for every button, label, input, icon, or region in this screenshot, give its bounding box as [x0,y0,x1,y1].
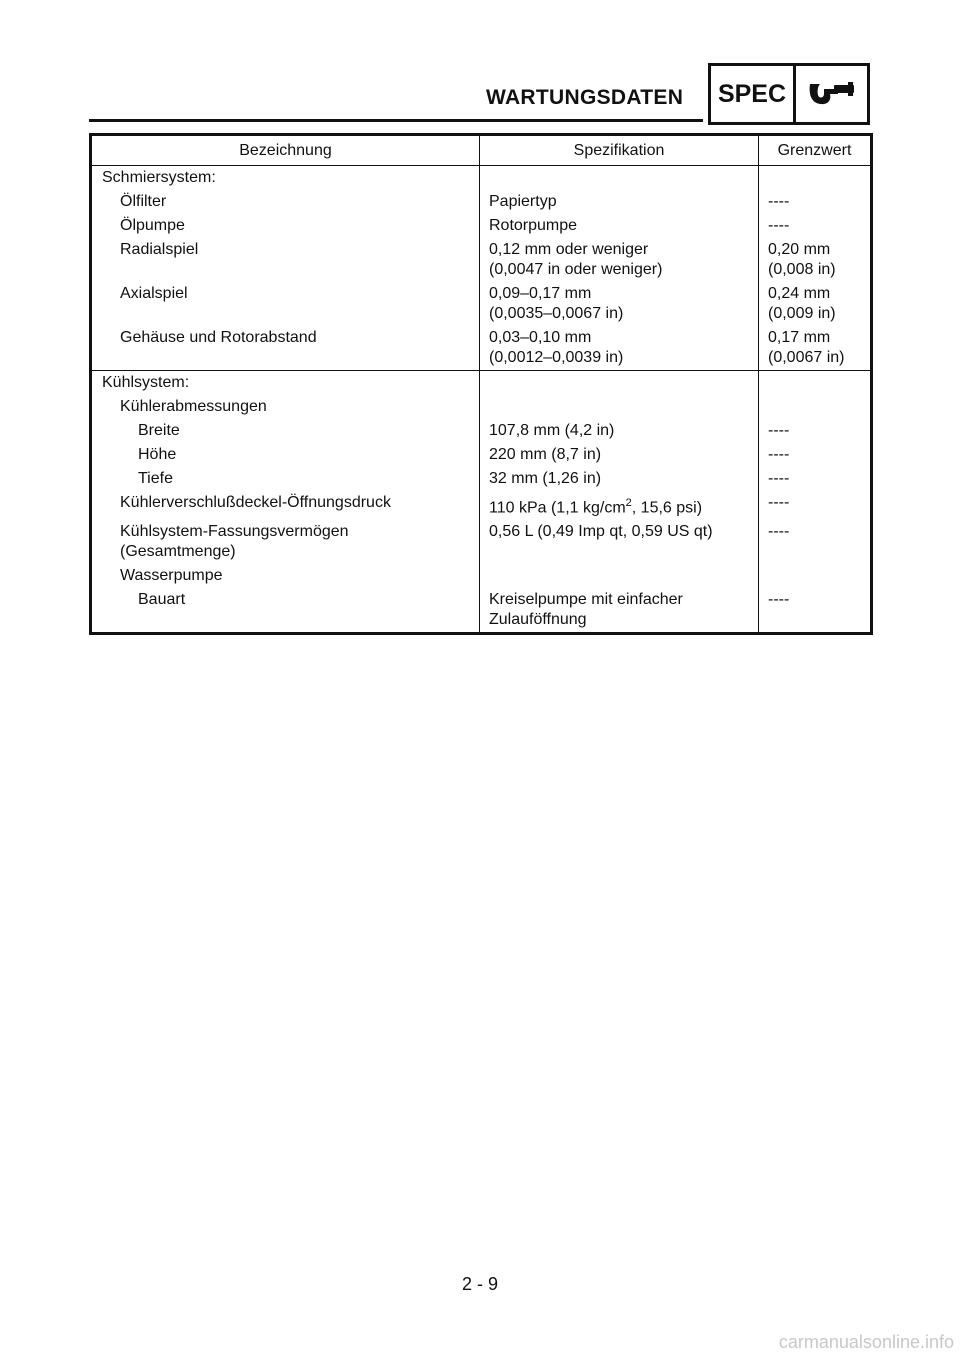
row-limit: ---- [759,588,872,634]
wrench-icon [796,66,867,122]
row-spec: 0,56 L (0,49 Imp qt, 0,59 US qt) [480,520,759,564]
spec-badge [708,63,870,125]
table-row [91,443,872,467]
row-limit: 0,17 mm (0,0067 in) [759,326,872,371]
row-spec: 32 mm (1,26 in) [480,467,759,491]
spec-superscript: 2 [625,497,632,509]
row-limit: ---- [768,422,790,439]
watermark: carmanualsonline.info [778,1332,954,1352]
row-name: Tiefe [91,467,480,491]
row-limit: ---- [768,193,790,210]
row-spec [480,564,759,588]
row-spec: 220 mm (8,7 in) [480,443,759,467]
table-row [91,190,872,214]
row-name: Axialspiel [91,282,480,326]
column-header-spec: Spezifikation [480,135,759,166]
row-spec: Kreiselpumpe mit einfacher Zulauföffnung [480,588,759,634]
row-spec: 107,8 mm (4,2 in) [480,419,759,443]
row-name: Radialspiel [91,238,480,282]
row-name: Kühlerabmessungen [91,395,480,419]
row-name: Bauart [91,588,480,634]
row-limit [759,166,872,191]
row-spec [480,166,759,191]
spec-label: SPEC [711,66,796,122]
spec-pressure-main: 110 kPa (1,1 kg/cm [489,499,626,517]
row-name: Kühlsystem-Fassungsvermögen (Gesamtmenge) [91,520,480,564]
table-row [91,520,872,564]
table-row [91,238,872,282]
row-limit [759,395,872,419]
row-limit: ---- [768,446,790,463]
table-header-row [91,135,872,166]
row-spec: Papiertyp [480,190,759,214]
row-limit [759,564,872,588]
row-name: Gehäuse und Rotorabstand [91,326,480,371]
row-limit: 0,24 mm (0,009 in) [768,285,836,322]
row-limit: ---- [768,523,790,541]
table-row [91,491,872,520]
row-name: Breite [91,419,480,443]
column-header-name: Bezeichnung [91,135,480,166]
column-header-limit: Grenzwert [759,135,872,166]
row-limit: ---- [768,494,790,511]
row-spec: 0,12 mm oder weniger (0,0047 in oder weniger) [480,238,759,282]
table-row [91,395,872,419]
row-spec: Rotorpumpe [480,214,759,238]
table-row [91,467,872,491]
row-name: Schmiersystem: [91,166,480,191]
row-spec: 0,09–0,17 mm (0,0035–0,0067 in) [480,282,759,326]
row-name: Ölpumpe [91,214,480,238]
row-limit [759,371,872,396]
row-name: Kühlerverschlußdeckel-Öffnungsdruck [91,491,480,520]
row-limit: 0,20 mm (0,008 in) [768,241,836,278]
table-row [91,166,872,191]
table-row [91,326,872,371]
table-row [91,564,872,588]
row-limit: ---- [768,217,790,234]
row-name: Höhe [91,443,480,467]
page-number: 2 - 9 [461,1274,499,1294]
table-row [91,419,872,443]
row-spec [480,371,759,396]
row-spec: 0,03–0,10 mm (0,0012–0,0039 in) [480,326,759,371]
row-name: Wasserpumpe [91,564,480,588]
table-row [91,588,872,634]
table-row [91,371,872,396]
row-spec [480,491,759,520]
spec-pressure-rest: , 15,6 psi) [631,499,703,517]
table-row [91,282,872,326]
row-limit: ---- [768,470,790,487]
spec-table [89,133,873,635]
page-title: WARTUNGSDATEN [486,86,684,109]
table-row [91,214,872,238]
header-divider [89,119,703,122]
row-spec [480,395,759,419]
row-name: Kühlsystem: [91,371,480,396]
row-name: Ölfilter [91,190,480,214]
